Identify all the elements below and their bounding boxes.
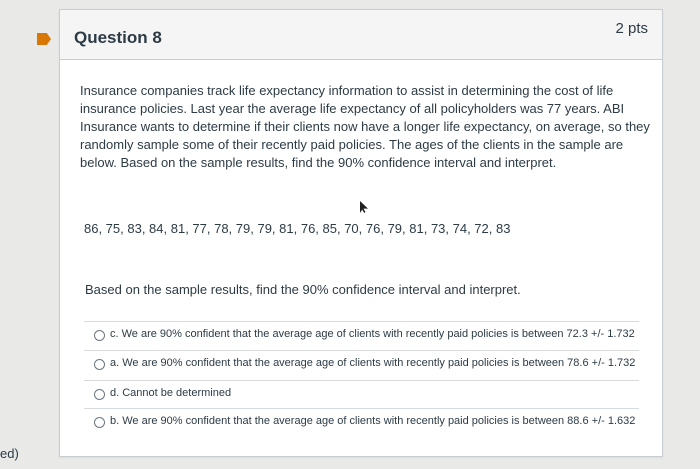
answer-option-label: c. We are 90% confident that the average age of clients with recently paid policies is between 72.3 +/- 1.732 bbox=[110, 328, 635, 340]
answer-option-c[interactable] bbox=[84, 321, 639, 349]
answer-option-a[interactable] bbox=[84, 350, 639, 378]
question-prompt: Based on the sample results, find the 90% confidence interval and interpret. bbox=[85, 282, 521, 297]
answer-option-label: d. Cannot be determined bbox=[110, 387, 232, 399]
flag-icon[interactable] bbox=[37, 33, 51, 45]
question-header bbox=[60, 10, 662, 60]
question-points: 2 pts bbox=[615, 20, 648, 37]
mouse-pointer-icon bbox=[360, 201, 368, 213]
radio-circle-icon[interactable] bbox=[94, 359, 105, 370]
radio-circle-icon[interactable] bbox=[94, 330, 105, 341]
question-text: Insurance companies track life expectancy information to assist in determining the cost of life insurance policies. Last year the average life expectancy of all policyholders was 77 years. ABI Insurance wants to determine if their clients now have a longer life expectancy, on average, so they randomly sample some of their recently paid policies. The ages of the clients in the sample are below. Based on the sample results, find the 90% confidence interval and interpret. bbox=[80, 83, 650, 170]
cropped-sidebar-text: ed) bbox=[0, 446, 19, 461]
answer-option-label: a. We are 90% confident that the average age of clients with recently paid policies is between 78.6 +/- 1.732 bbox=[110, 357, 636, 369]
answer-option-label: b. We are 90% confident that the average age of clients with recently paid policies is between 88.6 +/- 1.632 bbox=[110, 415, 636, 427]
question-card bbox=[59, 9, 663, 457]
radio-circle-icon[interactable] bbox=[94, 389, 105, 400]
answer-option-d[interactable] bbox=[84, 380, 639, 408]
question-title: Question 8 bbox=[74, 28, 162, 47]
answer-option-b[interactable] bbox=[84, 408, 639, 436]
sample-data: 86, 75, 83, 84, 81, 77, 78, 79, 79, 81, 76, 85, 70, 76, 79, 81, 73, 74, 72, 83 bbox=[84, 221, 511, 236]
radio-circle-icon[interactable] bbox=[94, 417, 105, 428]
